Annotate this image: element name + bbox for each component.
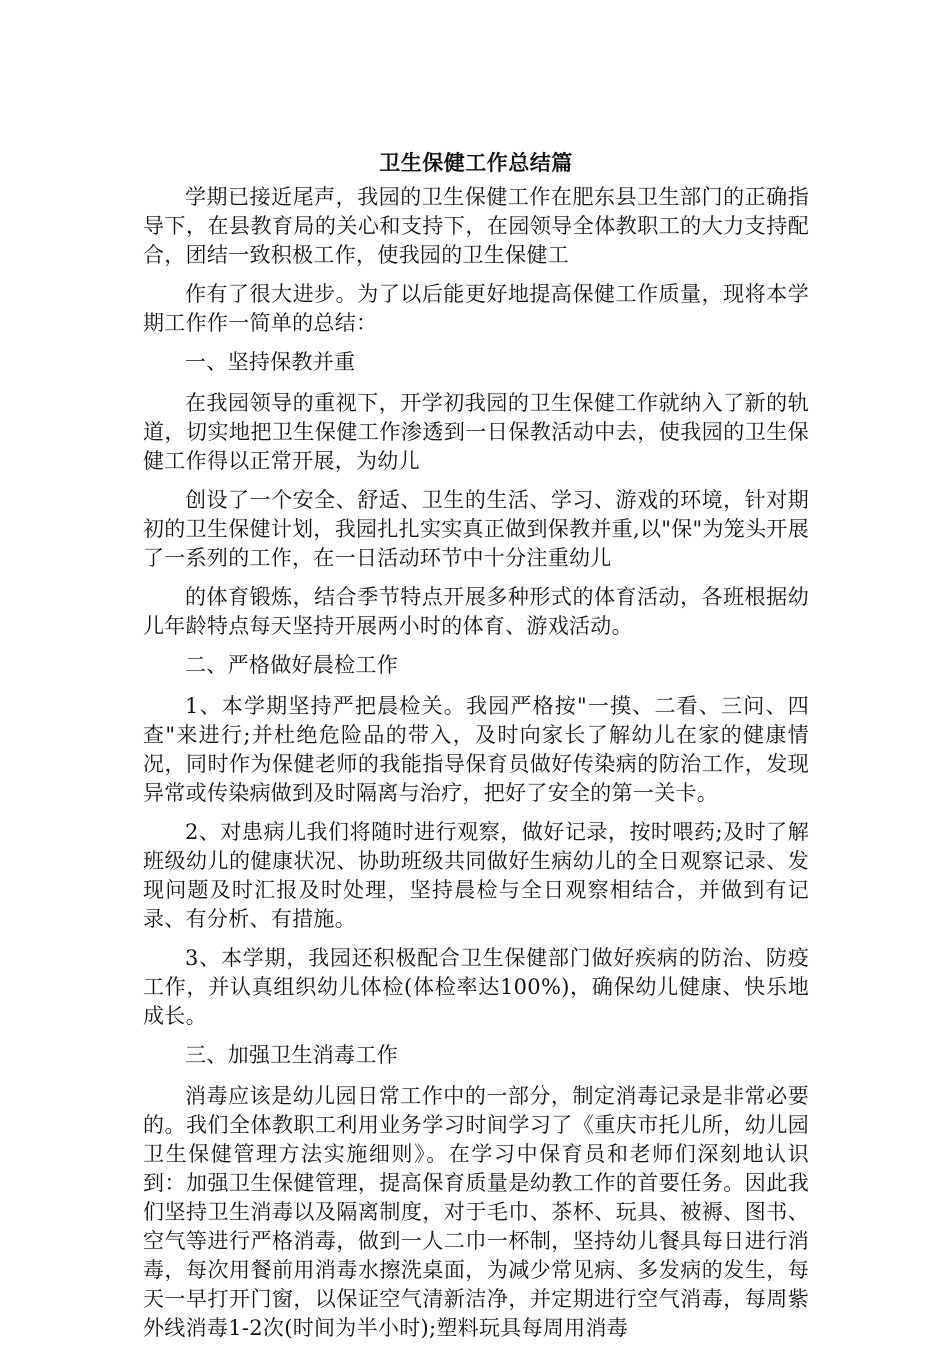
paragraph: 消毒应该是幼儿园日常工作中的一部分，制定消毒记录是非常必要的。我们全体教职工利用业务学习时间学习了《重庆市托儿所，幼儿园卫生保健管理方法实施细则》。在学习中保育员和老师们深刻地认识到：加强卫生保健管理，提高保育质量是幼教工作的首要任务。因此我们坚持卫生消毒以及隔离制度，对于毛巾、茶杯、玩具、被褥、图书、空气等进行严格消毒，做到一人二巾一杯制，坚持幼儿餐具每日进行消毒，每次用餐前用消毒水擦洗桌面，为减少常见病、多发病的发生，每天一早打开门窗，以保证空气清新洁净，并定期进行空气消毒，每周紫外线消毒1-2次(时间为半小时);塑料玩具每周用消毒 — [143, 1084, 809, 1340]
document-title: 卫生保健工作总结篇 — [379, 150, 573, 175]
paragraph: 作有了很大进步。为了以后能更好地提高保健工作质量，现将本学期工作作一简单的总结： — [143, 282, 809, 335]
paragraph: 创设了一个安全、舒适、卫生的生活、学习、游戏的环境，针对期初的卫生保健计划，我园扎扎实实真正做到保教并重,以"保"为笼头开展了一系列的工作，在一日活动环节中十分注重幼儿 — [143, 488, 809, 570]
paragraph: 3、本学期，我园还积极配合卫生保健部门做好疾病的防治、防疫工作，并认真组织幼儿体检(体检率达100%)，确保幼儿健康、快乐地成长。 — [143, 946, 809, 1028]
paragraph: 2、对患病儿我们将随时进行观察，做好记录，按时喂药;及时了解班级幼儿的健康状况、协助班级共同做好生病幼儿的全日观察记录、发现问题及时汇报及时处理，坚持晨检与全日观察相结合，并做到有记录、有分析、有措施。 — [143, 820, 809, 931]
paragraph: 学期已接近尾声，我园的卫生保健工作在肥东县卫生部门的正确指导下，在县教育局的关心和支持下，在园领导全体教职工的大力支持配合，团结一致积极工作，使我园的卫生保健工 — [143, 185, 809, 267]
paragraph: 在我园领导的重视下，开学初我园的卫生保健工作就纳入了新的轨道，切实地把卫生保健工作渗透到一日保教活动中去，使我园的卫生保健工作得以正常开展，为幼儿 — [143, 391, 809, 473]
section-heading: 二、严格做好晨检工作 — [185, 653, 398, 677]
paragraph: 的体育锻炼，结合季节特点开展多种形式的体育活动，各班根据幼儿年龄特点每天坚持开展两小时的体育、游戏活动。 — [143, 585, 809, 638]
section-heading: 三、加强卫生消毒工作 — [185, 1043, 398, 1067]
paragraph: 1、本学期坚持严把晨检关。我园严格按"一摸、二看、三问、四查"来进行;并杜绝危险品的带入，及时向家长了解幼儿在家的健康情况，同时作为保健老师的我能指导保育员做好传染病的防治工作，发现异常或传染病做到及时隔离与治疗，把好了安全的第一关卡。 — [143, 694, 809, 805]
document-page — [143, 148, 809, 1353]
section-heading: 一、坚持保教并重 — [185, 350, 356, 374]
